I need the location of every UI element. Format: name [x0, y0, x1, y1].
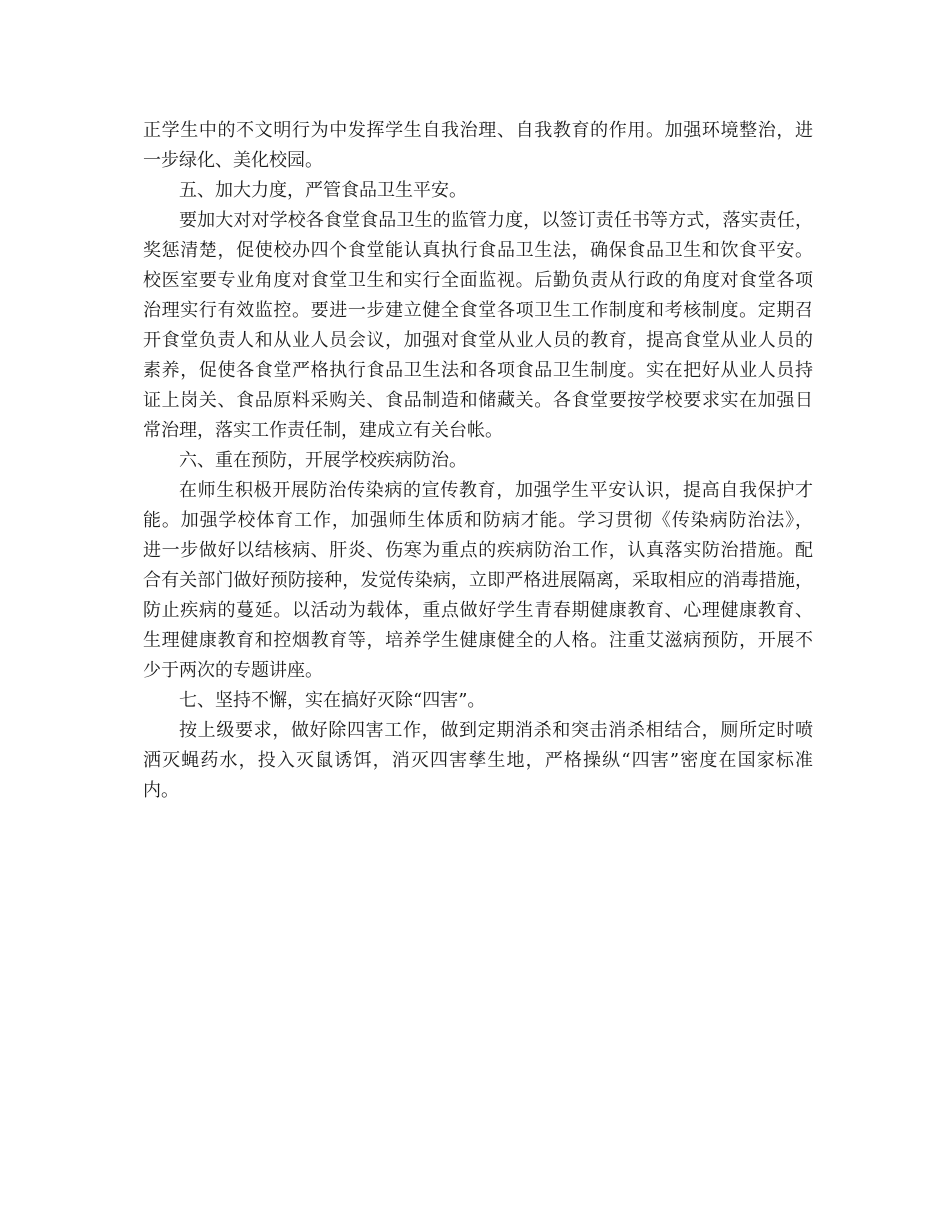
- paragraph-line: 合有关部门做好预防接种，发觉传染病，立即严格进展隔离，采取相应的消毒措施，: [143, 570, 813, 591]
- paragraph-line: 洒灭蝇药水，投入灭鼠诱饵，消灭四害孳生地，严格操纵“四害”密度在国家标准: [143, 750, 813, 771]
- paragraph-line: 一步绿化、美化校园。: [143, 150, 323, 171]
- section-heading: 六、重在预防，开展学校疾病防治。: [179, 450, 467, 471]
- paragraph-line: 防止疾病的蔓延。以活动为载体，重点做好学生青春期健康教育、心理健康教育、: [143, 600, 813, 621]
- paragraph-line: 校医室要专业角度对食堂卫生和实行全面监视。后勤负责从行政的角度对食堂各项: [143, 270, 813, 291]
- paragraph-line: 生理健康教育和控烟教育等，培养学生健康健全的人格。注重艾滋病预防，开展不: [143, 630, 813, 651]
- paragraph-line: 按上级要求，做好除四害工作，做到定期消杀和突击消杀相结合，厕所定时喷: [179, 720, 813, 741]
- paragraph-line: 开食堂负责人和从业人员会议，加强对食堂从业人员的教育，提高食堂从业人员的: [143, 330, 813, 351]
- paragraph-line: 正学生中的不文明行为中发挥学生自我治理、自我教育的作用。加强环境整治，进: [143, 120, 813, 141]
- paragraph-line: 常治理，落实工作责任制，建成立有关台帐。: [143, 420, 503, 441]
- paragraph-line: 能。加强学校体育工作，加强师生体质和防病才能。学习贯彻《传染病防治法》，: [143, 510, 813, 531]
- document-page: [143, 116, 813, 806]
- paragraph-line: 在师生积极开展防治传染病的宣传教育，加强学生平安认识，提高自我保护才: [179, 480, 813, 501]
- paragraph-line: 治理实行有效监控。要进一步建立健全食堂各项卫生工作制度和考核制度。定期召: [143, 300, 813, 321]
- paragraph-line: 素养，促使各食堂严格执行食品卫生法和各项食品卫生制度。实在把好从业人员持: [143, 360, 813, 381]
- paragraph-line: 内。: [143, 780, 179, 801]
- paragraph-line: 证上岗关、食品原料采购关、食品制造和储藏关。各食堂要按学校要求实在加强日: [143, 390, 813, 411]
- section-heading: 五、加大力度，严管食品卫生平安。: [179, 180, 467, 201]
- section-heading: 七、坚持不懈，实在搞好灭除“四害”。: [179, 690, 486, 711]
- paragraph-line: 要加大对对学校各食堂食品卫生的监管力度，以签订责任书等方式，落实责任，: [179, 210, 813, 231]
- paragraph-line: 奖惩清楚，促使校办四个食堂能认真执行食品卫生法，确保食品卫生和饮食平安。: [143, 240, 813, 261]
- paragraph-line: 少于两次的专题讲座。: [143, 660, 323, 681]
- paragraph-line: 进一步做好以结核病、肝炎、伤寒为重点的疾病防治工作，认真落实防治措施。配: [143, 540, 813, 561]
